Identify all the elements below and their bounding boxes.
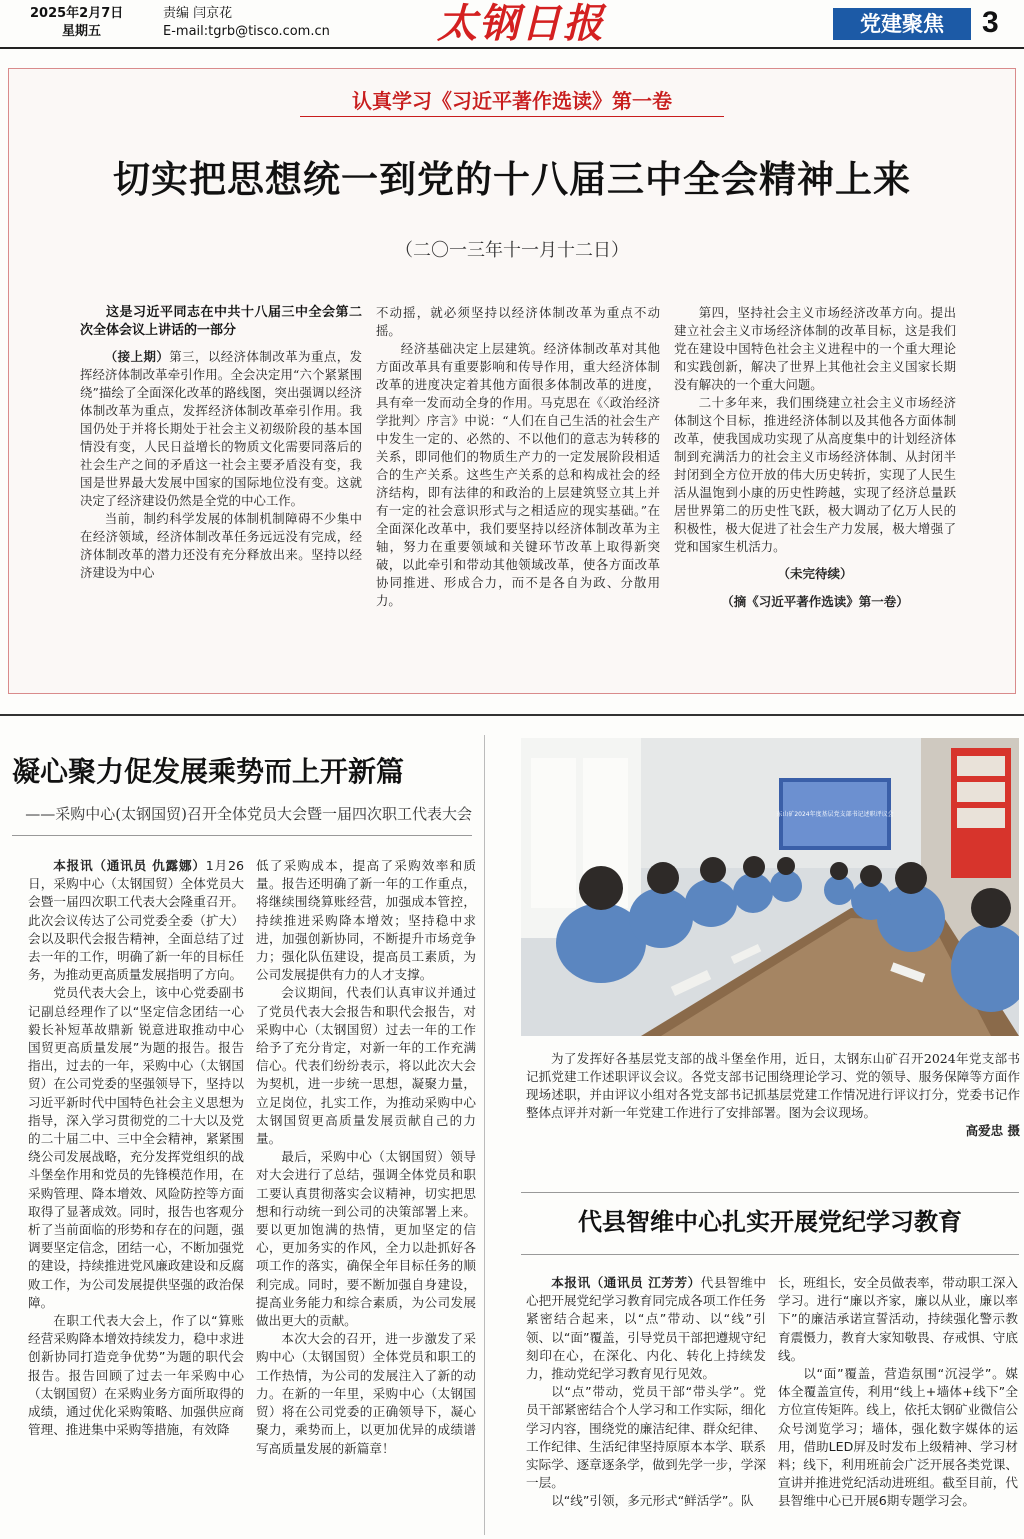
article-paragraph bbox=[526, 1274, 766, 1383]
meeting-scene-image bbox=[521, 738, 1019, 1036]
caption-text: 为了发挥好各基层党支部的战斗堡垒作用，近日，太钢东山矿召开2024年党支部书记抓党建工作述职评议会议。各党支部书记围绕理论学习、党的领导、服务保障等方面作现场述职，并由评议小组对各党支部书记抓基层党建工作情况进行评议打分，党委书记作整体点评并对新一年党建工作进行了安排部署。图为会议现场。 bbox=[526, 1051, 1020, 1120]
feature-source: （摘《习近平著作选读》第一卷） bbox=[721, 594, 909, 609]
article-rule bbox=[521, 1192, 1019, 1193]
feature-intro: 这是习近平同志在中共十八届三中全会第二次全体会议上讲话的一部分 bbox=[80, 305, 362, 338]
feature-column-3 bbox=[674, 304, 956, 612]
editor-credit: 责编 闫京花 bbox=[163, 6, 233, 21]
feature-paragraph: 经济基础决定上层建筑。经济体制改革对其他方面改革具有重要影响和传导作用，重大经济体制改革的进度决定着其他方面很多体制改革的进度，具有牵一发而动全身的作用。马克思在《〈政治经济学批判〉序言》中说：“人们在自己生活的社会生产中发生一定的、必然的、不以他们的意志为转移的关系，即同他们的物质生产力的一定发展阶段相适合的生产关系。这些生产关系的总和构成社会的经济结构，即有法律的和政治的上层建筑竖立其上并有一定的社会意识形式与之相适应的现实基础。”在全面深化改革中，我们要坚持以经济体制改革为主轴，努力在重要领域和关键环节改革上取得新突破，以此牵引和带动其他领域改革，使各方面改革协同推进、形成合力，而不是各自为政、分散用力。 bbox=[376, 341, 660, 608]
article-paragraph: 以“点”带动，党员干部“带头学”。党员干部紧密结合个人学习和工作实际，细化学习内容，围绕党的廉洁纪律、群众纪律、工作纪律、生活纪律坚持原原本本学、联系实际学、逐章逐条学，做到先学一步，学深一层。 bbox=[526, 1384, 766, 1491]
to-be-continued: （未完待续） bbox=[777, 566, 853, 581]
section-divider bbox=[0, 714, 1024, 716]
feature-paragraph: 当前，制约科学发展的体制机制障碍不少集中在经济领域，经济体制改革任务远远没有完成，经济体制改革的潜力还没有充分释放出来。坚持以经济建设为中心 bbox=[80, 511, 362, 580]
article-paragraph-text: 1月26日，采购中心（太钢国贸）全体党员大会暨一届四次职工代表大会隆重召开。此次会议传达了公司党委全委（扩大）会以及职代会报告精神，全面总结了过去一年的工作，明确了新一年的目标任务，为推动更高质量发展指明了方向。 bbox=[28, 858, 244, 983]
header-divider bbox=[0, 47, 1024, 49]
article-paragraph: 以“线”引领，多元形式“鲜活学”。队 bbox=[551, 1493, 754, 1509]
article-rule bbox=[12, 835, 472, 836]
feature-paragraph bbox=[80, 348, 362, 510]
article-subtitle: ——采购中心(太钢国贸)召开全体党员大会暨一届四次职工代表大会 bbox=[25, 805, 472, 823]
article-title: 凝心聚力促发展乘势而上开新篇 bbox=[12, 755, 405, 788]
article-paragraph: 以“面”覆盖，营造氛围“沉浸学”。媒体全覆盖宣传，利用“线上+墙体+线下”全方位宣传矩阵。线上，依托太钢矿业微信公众号浏览学习；墙体，强化数字媒体的运用，借助LED屏及时发布上级精神、学习材料；线下，利用班前会广泛开展各类党课、宣讲并推进党纪活动进班组。截至目前，代县智维中心已开展6期专题学习会。 bbox=[778, 1366, 1018, 1509]
article-rule bbox=[521, 1254, 1019, 1255]
article-column-2 bbox=[778, 1274, 1018, 1511]
article-column-2 bbox=[256, 857, 476, 1458]
article-column-1 bbox=[526, 1274, 766, 1511]
issue-date: 2025年2月7日 bbox=[30, 6, 124, 21]
continuation-label: （接上期） bbox=[104, 349, 170, 364]
article-title: 代县智维中心扎实开展党纪学习教育 bbox=[578, 1208, 962, 1236]
issue-weekday: 星期五 bbox=[62, 24, 102, 39]
column-divider bbox=[484, 735, 485, 1535]
article-paragraph: 在职工代表大会上，作了以“算账经营采购降本增效持续发力，稳中求进创新协同打造竞争优势”为题的职代会报告。报告回顾了过去一年采购中心（太钢国贸）在采购业务方面所取得的成绩，通过优化采购策略、加强供应商管理、推进集中采购等措施，有效降 bbox=[28, 1313, 244, 1438]
byline: 本报讯（通讯员 仇露娜） bbox=[53, 858, 206, 873]
feature-paragraph-text: 第三，以经济体制改革为重点，发挥经济体制改革牵引作用。全会决定用“六个紧紧围绕”描绘了全面深化改革的路线图，突出强调以经济体制改革为重点，发挥经济体制改革牵引作用。我国仍处于并将长期处于社会主义初级阶段的基本国情没有变，人民日益增长的物质文化需要同落后的社会生产之间的矛盾这一社会主要矛盾没有变，我国是世界最大发展中国家的国际地位没有变。这就决定了经济建设仍然是全党的中心工作。 bbox=[80, 349, 363, 508]
section-badge: 党建聚焦 bbox=[833, 8, 971, 40]
masthead-logo: 太钢日报 bbox=[437, 0, 605, 47]
feature-title: 切实把思想统一到党的十八届三中全会精神上来 bbox=[113, 158, 911, 201]
series-underline bbox=[300, 116, 724, 117]
projector-screen-text: 东山矿2024年度基层党支部书记述职评议会 bbox=[776, 811, 894, 818]
photo-credit: 高爱忠 摄 bbox=[965, 1123, 1020, 1138]
feature-paragraph: 不动摇，就必须坚持以经济体制改革为重点不动摇。 bbox=[376, 305, 660, 338]
feature-paragraph: 第四，坚持社会主义市场经济改革方向。提出建立社会主义市场经济体制的改革目标，这是我们党在建设中国特色社会主义进程中的一个重大理论和实践创新，解决了世界上其他社会主义国家长期没有解决的一个重大问题。 bbox=[674, 305, 956, 392]
byline: 本报讯（通讯员 江芳芳） bbox=[551, 1275, 701, 1290]
article-paragraph: 会议期间，代表们认真审议并通过了党员代表大会报告和职代会报告，对采购中心（太钢国贸）过去一年的工作给予了充分肯定，对新一年的工作充满信心。代表们纷纷表示，将以此次大会为契机，进一步统一思想，凝聚力量，立足岗位，扎实工作，为推动采购中心太钢国贸更高质量发展贡献自己的力量。 bbox=[256, 985, 476, 1147]
meeting-photo bbox=[521, 738, 1019, 1036]
series-heading: 认真学习《习近平著作选读》第一卷 bbox=[352, 89, 672, 113]
article-paragraph: 党员代表大会上，该中心党委副书记副总经理作了以“坚定信念团结一心 毅长补短革故鼎新 锐意进取推动中心国贸更高质量发展”为题的报告。报告指出，过去的一年，采购中心（太钢国贸）在公司党委的坚强领导下，坚持以习近平新时代中国特色社会主义思想为指导，深入学习贯彻党的二十大以及党的二十届二中、三中全会精神，紧紧围绕公司发展战略，充分发挥党组织的战斗堡垒作用和党员的先锋模范作用，在采购管理、降本增效、风险防控等方面取得了显著成效。同时，报告也客观分析了当前面临的形势和存在的问题，强调要坚定信念，团结一心，不断加强党的建设，持续推进党风廉政建设和反腐败工作，为公司发展提供坚强的政治保障。 bbox=[28, 985, 244, 1310]
page-number: 3 bbox=[982, 6, 999, 39]
article-column-1 bbox=[28, 857, 244, 1440]
article-paragraph: 长，班组长，安全员做表率，带动职工深入学习。进行“廉以齐家，廉以从业，廉以率下”的廉洁承诺宣誓活动，持续强化警示教育震慑力，教育大家知敬畏、存戒惧、守底线。 bbox=[778, 1275, 1018, 1363]
editor-email: E-mail:tgrb@tisco.com.cn bbox=[163, 24, 330, 39]
feature-column-1 bbox=[80, 304, 362, 582]
feature-date: （二〇一三年十一月十二日） bbox=[395, 240, 629, 261]
photo-caption bbox=[526, 1050, 1020, 1140]
article-paragraph: 本次大会的召开，进一步激发了采购中心（太钢国贸）全体党员和职工的工作热情，为公司的发展注入了新的动力。在新的一年里，采购中心（太钢国贸）将在公司党委的正确领导下，凝心聚力，乘势而上，以更加优异的成绩谱写高质量发展的新篇章！ bbox=[256, 1331, 476, 1456]
article-paragraph: 低了采购成本，提高了采购效率和质量。报告还明确了新一年的工作重点，将继续围绕算账经营，加强成本管控，持续推进采购降本增效；坚持稳中求进，加强创新协同，不断提升市场竞争力；强化队伍建设，提高员工素质，为公司发展提供有力的人才支撑。 bbox=[256, 858, 476, 983]
article-paragraph-text: 代县智维中心把开展党纪学习教育同完成各项工作任务紧密结合起来，以“点”带动、以“线”引领、以“面”覆盖，引导党员干部把遵规守纪刻印在心，在深化、内化、转化上持续发力，推动党纪学习教育见行见效。 bbox=[526, 1275, 766, 1382]
feature-column-2 bbox=[376, 304, 660, 610]
article-paragraph bbox=[28, 857, 244, 984]
feature-paragraph: 二十多年来，我们围绕建立社会主义市场经济体制这个目标，推进经济体制以及其他各方面体制改革，使我国成功实现了从高度集中的计划经济体制到充满活力的社会主义市场经济体制、从封闭半封闭到全方位开放的伟大历史转折，实现了人民生活从温饱到小康的历史性跨越，实现了经济总量跃居世界第二的历史性飞跃，极大调动了亿万人民的积极性，极大促进了社会生产力发展，极大增强了党和国家生机活力。 bbox=[674, 395, 956, 554]
article-paragraph: 最后，采购中心（太钢国贸）领导对大会进行了总结，强调全体党员和职工要认真贯彻落实会议精神，切实把思想和行动统一到公司的决策部署上来。要以更加饱满的热情，更加坚定的信心，更加务实的作风，全力以赴抓好各项工作的落实，确保全年目标任务的顺利完成。同时，要不断加强自身建设，提高业务能力和综合素质，为公司发展做出更大的贡献。 bbox=[256, 1149, 476, 1329]
